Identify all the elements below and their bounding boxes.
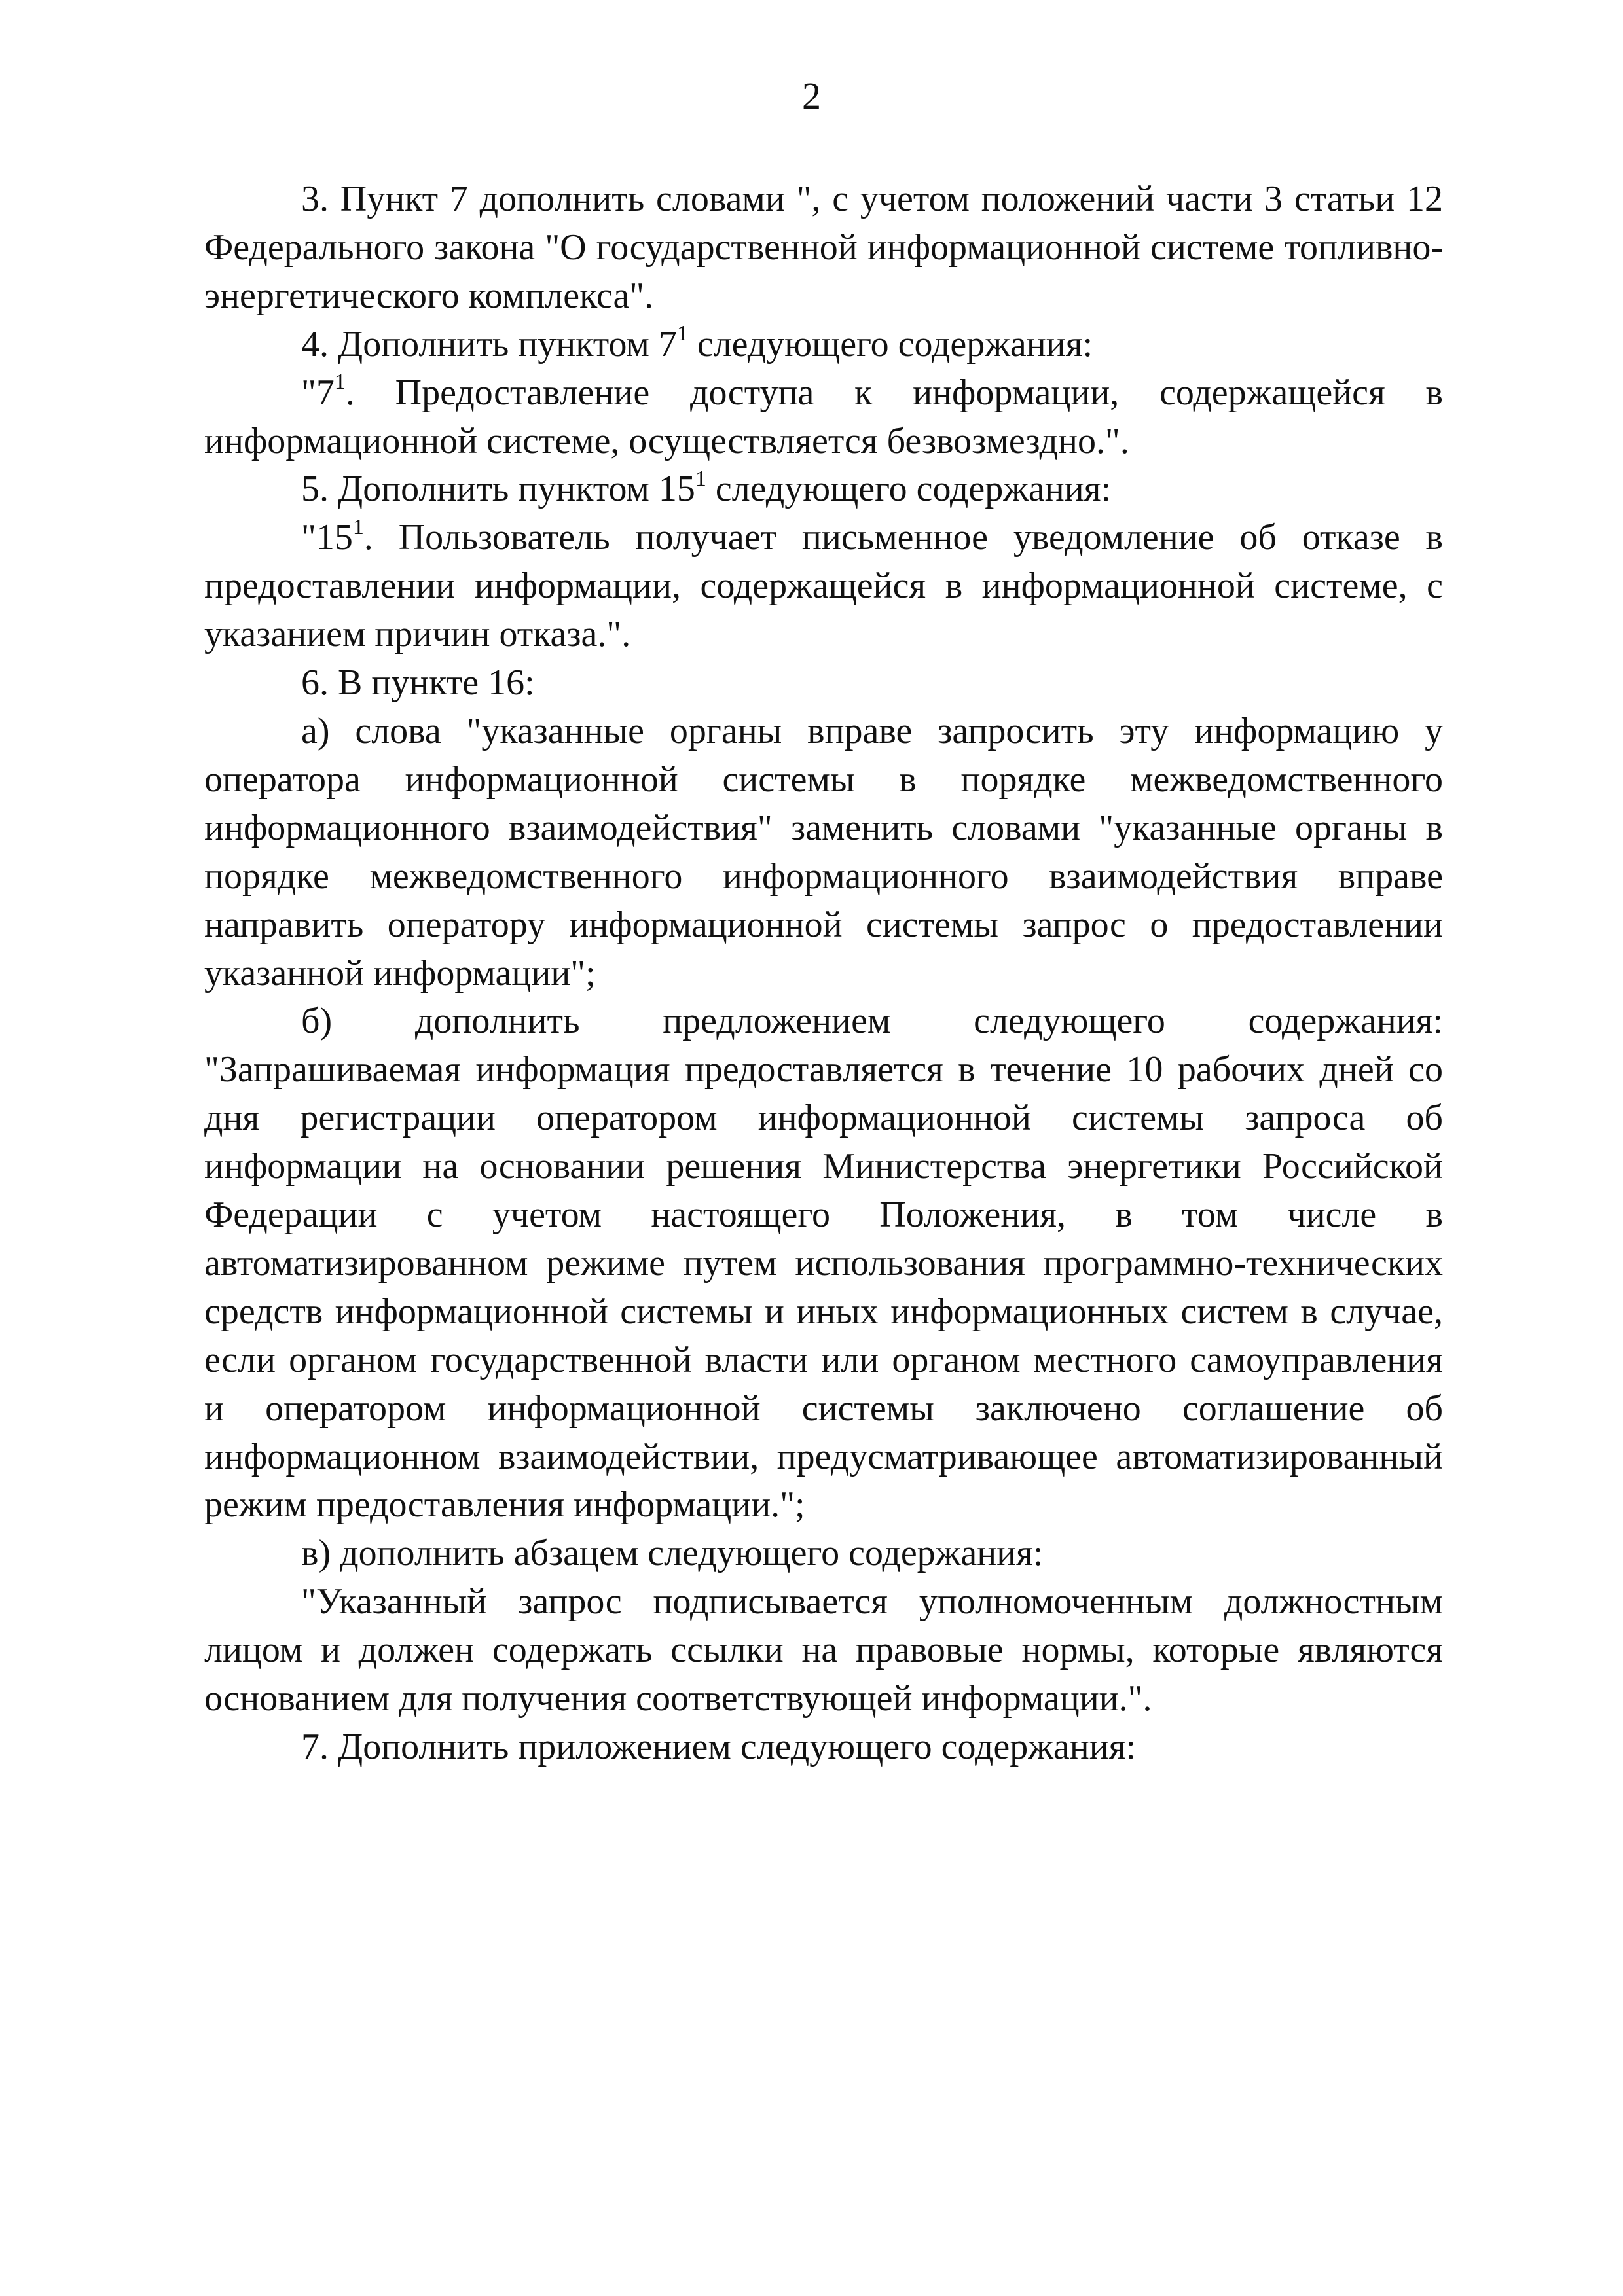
- item-4-text-after: следующего содержания:: [687, 323, 1093, 365]
- item-5-quote-before: "15: [301, 517, 353, 558]
- item-6v-quote-paragraph: "Указанный запрос подписывается уполномоченным должностным лицом и должен содержать ссылки на правовые нормы, которые являются основанием для получения соответствующей информации.".: [204, 1581, 1443, 1719]
- item-6b-intro-paragraph: б) дополнить предложением следующего содержания:: [301, 1001, 1443, 1042]
- item-4-superscript: 1: [676, 321, 688, 346]
- item-4-text-before: 4. Дополнить пунктом 7: [301, 323, 677, 365]
- item-6v-paragraph: в) дополнить абзацем следующего содержания:: [301, 1533, 1044, 1574]
- item-5-text-after: следующего содержания:: [706, 469, 1112, 510]
- item-5-superscript: 1: [695, 466, 706, 491]
- item-4-quote-paragraph: [204, 369, 1443, 466]
- item-6-paragraph: 6. В пункте 16:: [301, 662, 535, 704]
- item-4-quote-before: "7: [301, 372, 335, 413]
- item-4-quote-superscript: 1: [334, 369, 346, 394]
- page-number: 2: [802, 75, 821, 117]
- item-5-quote-paragraph: [204, 514, 1443, 659]
- item-6b-quote-paragraph: "Запрашиваемая информация предоставляется в течение 10 рабочих дней со дня регистрации оператором информационной системы запроса об информации на основании решения Министерства энергетики Российской Федерации с учетом настоящего Положения, в том числе в автоматизированном режиме путем использования программно-технических средств информационной системы и иных информационных систем в случае, если органом государственной власти или органом местного самоуправления и оператором информационной системы заключено соглашение об информационном взаимодействии, предусматривающее автоматизированный режим предоставления информации.";: [204, 1049, 1443, 1526]
- item-5-paragraph: [204, 465, 1443, 514]
- document-body: [204, 175, 1443, 1772]
- item-5-quote-superscript: 1: [352, 514, 364, 539]
- item-5-text-before: 5. Дополнить пунктом 15: [301, 469, 695, 510]
- item-5-quote-after: . Пользователь получает письменное уведомление об отказе в предоставлении информации, содержащейся в информационной системе, с указанием причин отказа.".: [204, 517, 1443, 655]
- item-6a-paragraph: а) слова "указанные органы вправе запросить эту информацию у оператора информационной системы в порядке межведомственного информационного взаимодействия" заменить словами "указанные органы в порядке межведомственного информационного взаимодействия вправе направить оператору информационной системы запрос о предоставлении указанной информации";: [204, 710, 1443, 994]
- item-4-quote-after: . Предоставление доступа к информации, содержащейся в информационной системе, осуществляется безвозмездно.".: [204, 372, 1443, 461]
- item-3-paragraph: 3. Пункт 7 дополнить словами ", с учетом положений части 3 статьи 12 Федерального закона "О государственной информационной системе топливно-энергетического комплекса".: [204, 179, 1443, 316]
- item-7-paragraph: 7. Дополнить приложением следующего содержания:: [301, 1727, 1137, 1767]
- item-4-paragraph: [204, 321, 1443, 369]
